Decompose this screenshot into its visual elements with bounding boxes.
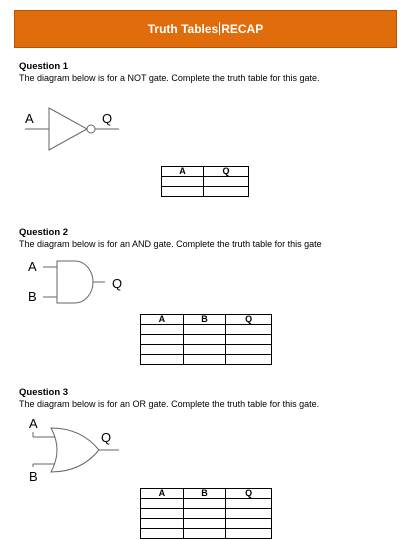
question-2-truth-table [140,314,272,365]
title-banner [14,10,397,48]
answer-cell[interactable] [204,177,249,187]
question-2-title: Question 2 [19,227,69,238]
page-title [148,22,263,36]
header-q: Q [226,315,272,325]
and-gate-output-q-label: Q [112,276,123,291]
answer-cell[interactable] [183,499,226,509]
question-2-text: The diagram below is for an AND gate. Complete the truth table for this gate [19,239,322,249]
answer-cell[interactable] [183,529,226,539]
header-b: B [183,315,226,325]
table-row [141,345,272,355]
not-gate-input-a-label: A [25,111,34,126]
table-row [141,519,272,529]
header-a: A [162,167,204,177]
answer-cell[interactable] [226,355,272,365]
question-1-text: The diagram below is for a NOT gate. Complete the truth table for this gate. [19,73,320,83]
table-row [141,529,272,539]
header-q: Q [204,167,249,177]
answer-cell[interactable] [226,509,272,519]
answer-cell[interactable] [183,325,226,335]
header-a: A [141,315,184,325]
answer-cell[interactable] [141,509,184,519]
table-row [141,509,272,519]
answer-cell[interactable] [141,325,184,335]
header-a: A [141,489,184,499]
answer-cell[interactable] [141,519,184,529]
and-gate-diagram [19,255,139,311]
answer-cell[interactable] [226,335,272,345]
table-row [141,355,272,365]
question-1-title: Question 1 [19,61,69,72]
answer-cell[interactable] [141,499,184,509]
not-gate-diagram [19,100,129,160]
answer-cell[interactable] [204,187,249,197]
question-3-truth-table [140,488,272,539]
and-gate-input-b-label: B [28,289,37,304]
answer-cell[interactable] [141,355,184,365]
table-row [141,325,272,335]
title-text-left: Truth Tables [147,22,219,36]
and-gate-input-a-label: A [28,259,37,274]
question-3-title: Question 3 [19,387,69,398]
answer-cell[interactable] [141,345,184,355]
answer-cell[interactable] [141,335,184,345]
title-text-right: RECAP [221,22,264,36]
header-b: B [183,489,226,499]
answer-cell[interactable] [183,355,226,365]
table-row [162,187,249,197]
answer-cell[interactable] [226,345,272,355]
answer-cell[interactable] [183,519,226,529]
answer-cell[interactable] [226,519,272,529]
table-row [162,177,249,187]
question-3-text: The diagram below is for an OR gate. Complete the truth table for this gate. [19,399,320,409]
answer-cell[interactable] [226,499,272,509]
question-1-truth-table [161,166,249,197]
table-row [141,335,272,345]
answer-cell[interactable] [226,325,272,335]
or-gate-diagram [19,414,139,484]
answer-cell[interactable] [226,529,272,539]
or-gate-output-q-label: Q [101,430,112,445]
answer-cell[interactable] [162,187,204,197]
answer-cell[interactable] [183,509,226,519]
answer-cell[interactable] [183,345,226,355]
or-gate-input-b-label: B [29,469,38,484]
answer-cell[interactable] [162,177,204,187]
answer-cell[interactable] [183,335,226,345]
not-gate-output-q-label: Q [102,111,113,126]
header-q: Q [226,489,272,499]
or-gate-input-a-label: A [29,416,38,431]
table-row [141,499,272,509]
answer-cell[interactable] [141,529,184,539]
